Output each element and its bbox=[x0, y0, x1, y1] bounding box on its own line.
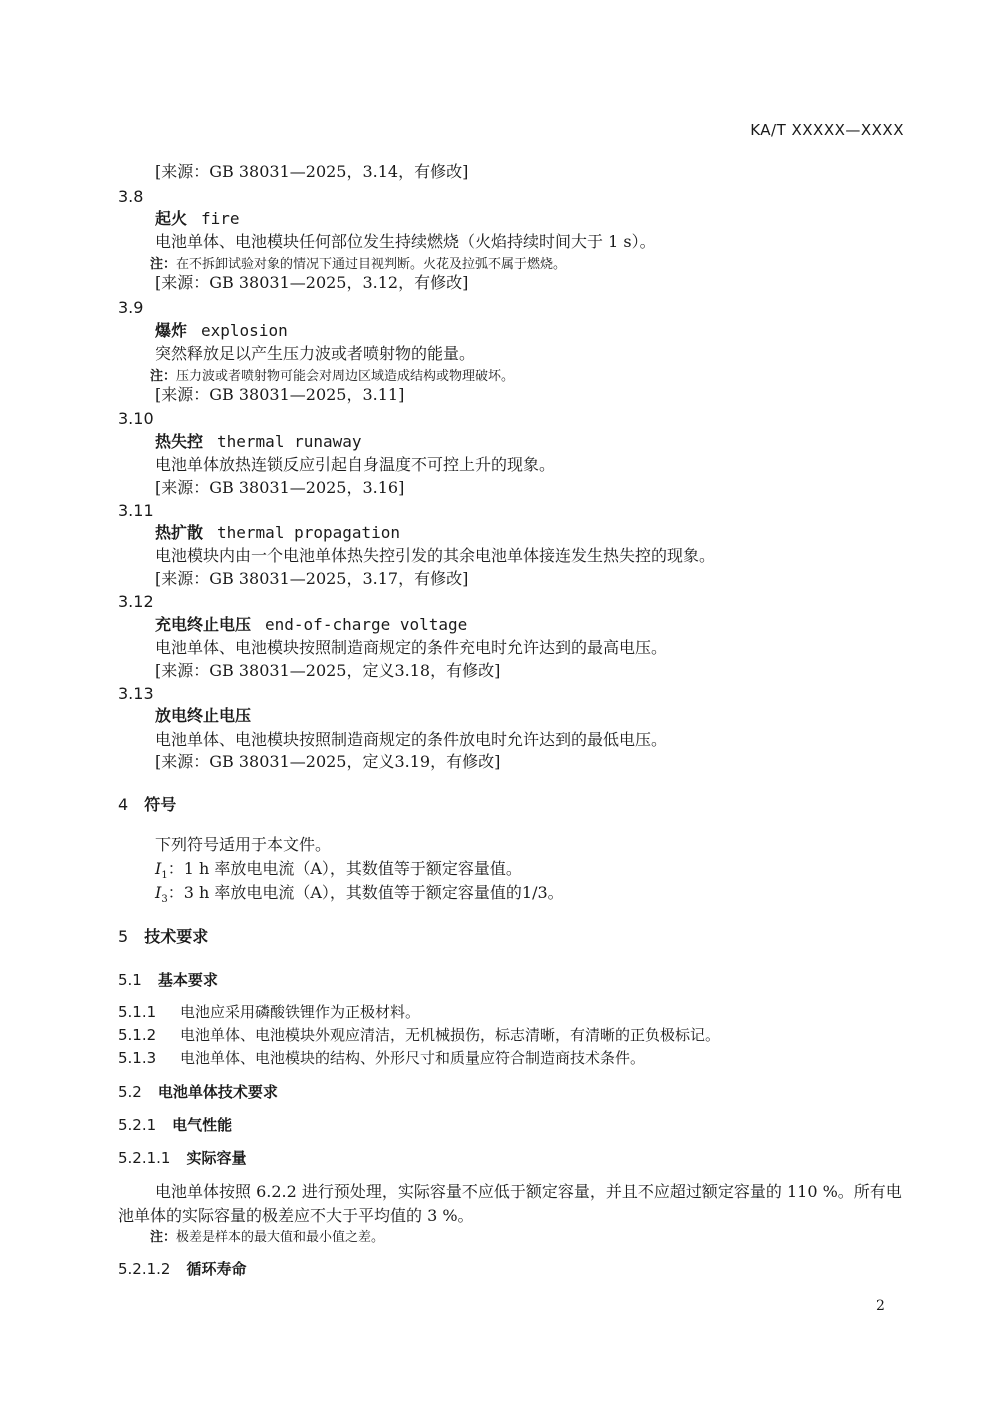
term-source: [来源：GB 38031—2025，3.12，有修改] bbox=[155, 273, 469, 292]
section-title: 实际容量 bbox=[186, 1149, 247, 1167]
term-zh: 充电终止电压 bbox=[155, 615, 252, 634]
term-source: [来源：GB 38031—2025，3.14，有修改] bbox=[155, 162, 469, 181]
term-source: [来源：GB 38031—2025，3.11] bbox=[155, 385, 405, 404]
term-definition: 电池单体放热连锁反应引起自身温度不可控上升的现象。 bbox=[155, 455, 556, 474]
note-text: 在不拆卸试验对象的情况下通过目视判断。火花及拉弧不属于燃烧。 bbox=[176, 257, 567, 272]
section-number: 4 bbox=[118, 795, 129, 814]
symbol-subscript: 3 bbox=[161, 894, 168, 906]
term-heading bbox=[155, 431, 362, 453]
subsection-heading-5-2-1-1 bbox=[118, 1147, 247, 1169]
term-heading bbox=[155, 705, 251, 727]
section-number: 5 bbox=[118, 927, 129, 946]
standard-code: KA/T XXXXX—XXXX bbox=[750, 121, 904, 139]
symbol-subscript: 1 bbox=[161, 870, 168, 882]
note-text: 极差是样本的最大值和最小值之差。 bbox=[176, 1230, 385, 1245]
term-definition: 突然释放足以产生压力波或者喷射物的能量。 bbox=[155, 344, 476, 363]
note-label: 注： bbox=[150, 369, 177, 384]
clause-text: 电池应采用磷酸铁锂作为正极材料。 bbox=[180, 1003, 421, 1021]
term-zh: 热失控 bbox=[155, 432, 204, 451]
term-definition: 电池单体、电池模块按照制造商规定的条件放电时允许达到的最低电压。 bbox=[155, 730, 668, 749]
section-number: 5.1 bbox=[118, 971, 142, 989]
section-number: 5.2.1.1 bbox=[118, 1149, 171, 1167]
term-heading bbox=[155, 614, 467, 636]
term-zh: 热扩散 bbox=[155, 523, 204, 542]
clause-number: 5.1.3 bbox=[118, 1049, 157, 1067]
capacity-paragraph: 电池单体按照 6.2.2 进行预处理，实际容量不应低于额定容量，并且不应超过额定容量的 110 %。所有电池单体的实际容量的极差应不大于平均值的 3 %。 bbox=[118, 1182, 902, 1225]
term-number: 3.8 bbox=[118, 187, 144, 206]
term-number: 3.11 bbox=[118, 501, 154, 520]
section-title: 电池单体技术要求 bbox=[157, 1083, 278, 1101]
term-definition: 电池单体、电池模块任何部位发生持续燃烧（火焰持续时间大于 1 s）。 bbox=[155, 232, 656, 251]
subsection-heading-5-2-1-2 bbox=[118, 1258, 247, 1280]
section-title: 循环寿命 bbox=[186, 1260, 247, 1278]
term-zh: 起火 bbox=[155, 209, 188, 228]
term-en: explosion bbox=[201, 321, 288, 340]
clause-5-1-1 bbox=[118, 1001, 420, 1023]
clause-number: 5.1.1 bbox=[118, 1003, 157, 1021]
section-title: 电气性能 bbox=[172, 1116, 233, 1134]
term-en: fire bbox=[201, 209, 240, 228]
section-title: 技术要求 bbox=[144, 927, 209, 946]
symbol-letter: I bbox=[155, 859, 162, 878]
subsection-heading-5-2-1 bbox=[118, 1114, 232, 1136]
section-number: 5.2 bbox=[118, 1083, 142, 1101]
clause-number: 5.1.2 bbox=[118, 1026, 157, 1044]
symbol-definition bbox=[155, 882, 564, 911]
term-source: [来源：GB 38031—2025，3.17，有修改] bbox=[155, 569, 469, 588]
note-label: 注： bbox=[150, 257, 177, 272]
term-heading bbox=[155, 522, 400, 544]
term-definition: 电池单体、电池模块按照制造商规定的条件充电时允许达到的最高电压。 bbox=[155, 638, 668, 657]
section-number: 5.2.1.2 bbox=[118, 1260, 171, 1278]
subsection-heading-5-1 bbox=[118, 969, 218, 991]
term-heading bbox=[155, 320, 288, 342]
clause-text: 电池单体、电池模块的结构、外形尺寸和质量应符合制造商技术条件。 bbox=[180, 1049, 646, 1067]
term-number: 3.12 bbox=[118, 592, 154, 611]
symbol-text: ：3 h 率放电电流（A），其数值等于额定容量值的1/3。 bbox=[167, 883, 564, 902]
term-en: thermal runaway bbox=[217, 432, 362, 451]
section-heading-4 bbox=[118, 794, 176, 816]
term-definition: 电池模块内由一个电池单体热失控引发的其余电池单体接连发生热失控的现象。 bbox=[155, 546, 716, 565]
term-source: [来源：GB 38031—2025，定义3.19，有修改] bbox=[155, 752, 501, 771]
clause-text: 电池单体、电池模块外观应清洁，无机械损伤，标志清晰，有清晰的正负极标记。 bbox=[180, 1026, 721, 1044]
symbol-text: ：1 h 率放电电流（A），其数值等于额定容量值。 bbox=[167, 859, 522, 878]
section-number: 5.2.1 bbox=[118, 1116, 157, 1134]
term-zh: 爆炸 bbox=[155, 321, 188, 340]
capacity-note bbox=[150, 1227, 384, 1249]
term-zh: 放电终止电压 bbox=[155, 706, 252, 725]
note-text: 压力波或者喷射物可能会对周边区域造成结构或物理破坏。 bbox=[176, 369, 515, 384]
term-source: [来源：GB 38031—2025，3.16] bbox=[155, 478, 405, 497]
section-title: 基本要求 bbox=[157, 971, 218, 989]
term-en: thermal propagation bbox=[217, 523, 401, 542]
section-heading-5 bbox=[118, 926, 208, 948]
term-heading bbox=[155, 208, 240, 230]
term-source: [来源：GB 38031—2025，定义3.18，有修改] bbox=[155, 661, 501, 680]
clause-5-1-2 bbox=[118, 1024, 720, 1046]
symbol-letter: I bbox=[155, 883, 162, 902]
term-number: 3.9 bbox=[118, 298, 144, 317]
term-en: end-of-charge voltage bbox=[265, 615, 468, 634]
section-title: 符号 bbox=[144, 795, 177, 814]
clause-5-1-3 bbox=[118, 1047, 645, 1069]
subsection-heading-5-2 bbox=[118, 1081, 278, 1103]
term-number: 3.13 bbox=[118, 684, 154, 703]
symbols-intro: 下列符号适用于本文件。 bbox=[155, 835, 332, 854]
term-number: 3.10 bbox=[118, 409, 154, 428]
note-label: 注： bbox=[150, 1230, 177, 1245]
page-number: 2 bbox=[876, 1298, 885, 1314]
